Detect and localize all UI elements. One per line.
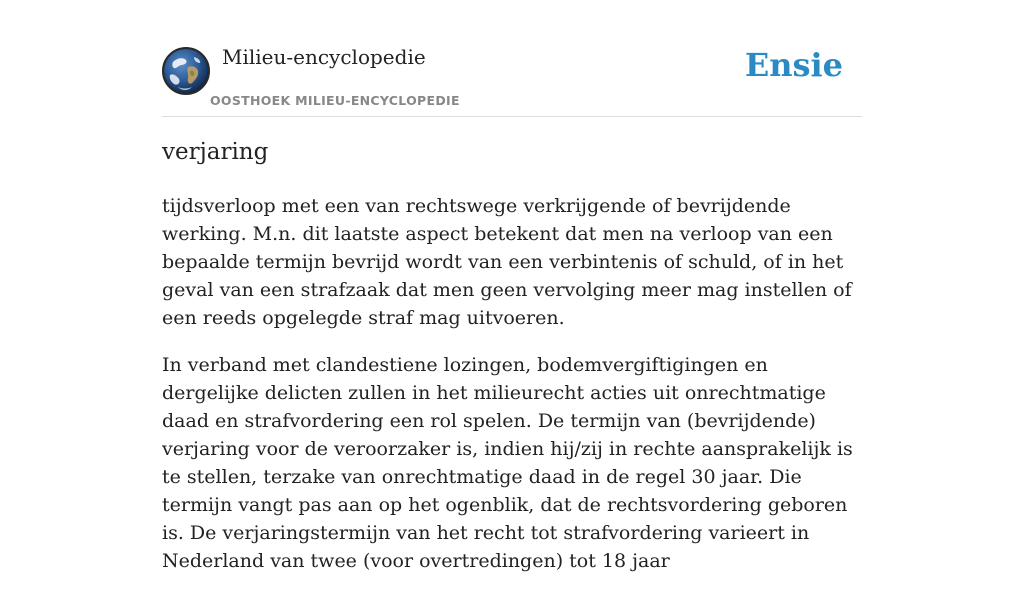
entry-paragraph: In verband met clandestiene lozingen, bodemvergiftigingen en dergelijke delicten zullen in het milieurecht acties uit onrechtmatige daad en strafvordering een rol spelen. De termijn van (bevrijdende) verjaring voor de veroorzaker is, indien hij/zij in rechte aansprakelijk is te stellen, terzake van onrechtmatige daad in de regel 30 jaar. Die termijn vangt pas aan op het ogenblik, dat de rechtsvordering geboren is. De verjaringstermijn van het recht tot strafvordering varieert in Nederland van twee (voor overtredingen) tot 18 jaar xyxy=(162,354,853,572)
earth-globe-icon[interactable] xyxy=(162,47,210,95)
entry-title: verjaring xyxy=(162,139,269,165)
site-header xyxy=(162,0,862,117)
page xyxy=(162,0,862,572)
ensie-logo-link[interactable]: Ensie xyxy=(744,46,843,84)
site-title[interactable]: Milieu-encyclopedie xyxy=(222,45,426,69)
entry-body xyxy=(162,192,862,594)
site-subtitle: OOSTHOEK MILIEU-ENCYCLOPEDIE xyxy=(210,93,460,108)
entry-paragraph: tijdsverloop met een van rechtswege verkrijgende of bevrijdende werking. M.n. dit laatste aspect betekent dat men na verloop van een bepaalde termijn bevrijd wordt van een verbintenis of schuld, of in het geval van een strafzaak dat men geen vervolging meer mag instellen of een reeds opgelegde straf mag uitvoeren. xyxy=(162,195,852,329)
